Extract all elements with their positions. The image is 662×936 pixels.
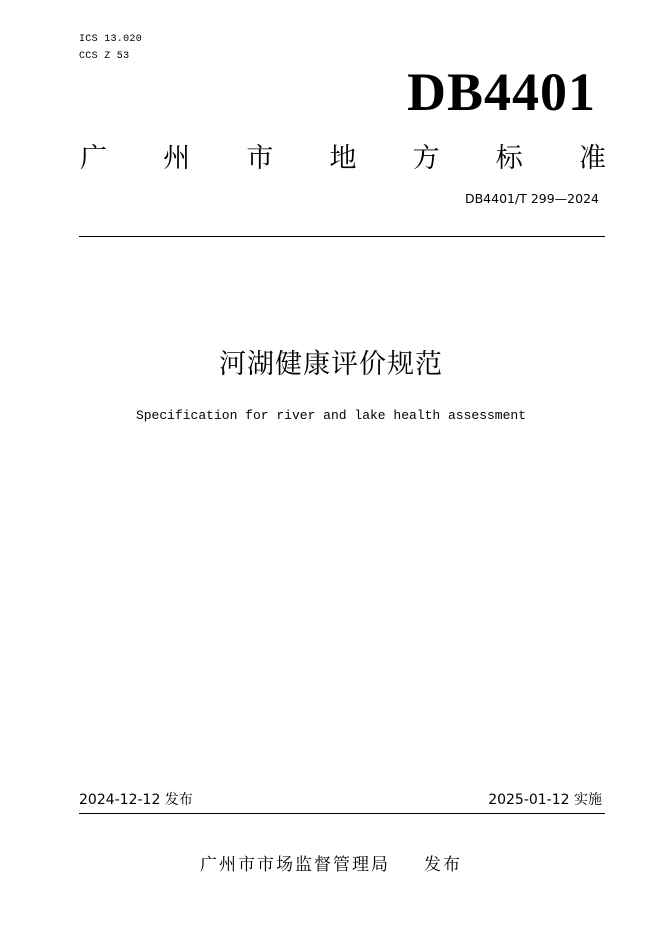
implementation-date: 2025-01-12 实施 bbox=[488, 792, 602, 808]
standard-type-char: 广 bbox=[80, 143, 107, 174]
top-divider bbox=[79, 236, 605, 237]
issuer-line bbox=[0, 850, 662, 875]
standard-type-char: 准 bbox=[578, 143, 606, 174]
standard-type-char: 州 bbox=[163, 143, 191, 174]
ics-code: ICS 13.020 bbox=[79, 34, 143, 45]
standard-type-title bbox=[80, 143, 606, 175]
standard-type-char: 方 bbox=[412, 143, 440, 174]
standard-code-heading: DB4401 bbox=[406, 62, 596, 122]
bottom-divider bbox=[79, 813, 605, 814]
issue-date: 2024-12-12 发布 bbox=[79, 792, 193, 808]
issuer-name: 广州市市场监督管理局 bbox=[200, 855, 390, 875]
ccs-code: CCS Z 53 bbox=[79, 51, 130, 62]
standard-number: DB4401/T 299—2024 bbox=[464, 191, 599, 206]
standard-type-char: 市 bbox=[246, 143, 274, 174]
document-title-english: Specification for river and lake health assessment bbox=[135, 408, 527, 423]
issuer-action: 发布 bbox=[424, 855, 462, 875]
document-title-chinese: 河湖健康评价规范 bbox=[219, 349, 443, 380]
standard-type-char: 标 bbox=[495, 143, 523, 174]
issuer-spacer bbox=[390, 850, 424, 875]
standard-type-char: 地 bbox=[329, 143, 357, 174]
